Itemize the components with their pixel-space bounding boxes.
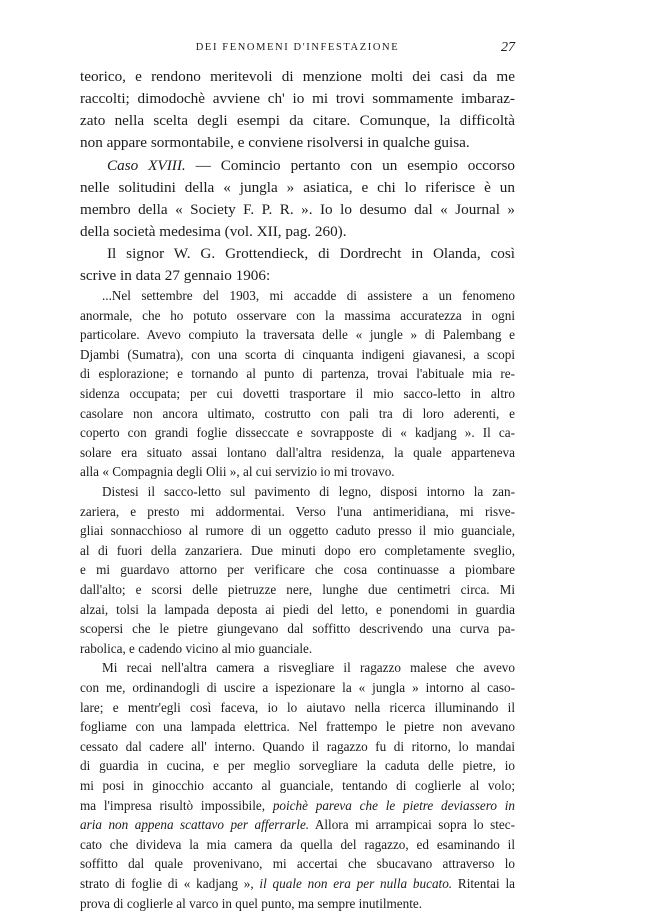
text-line: strato di foglie di « kadjang », il quale non era per nulla bucato. Ritentai la <box>80 876 515 891</box>
text-line: nelle solitudini della « jungla » asiatica, e chi lo riferisce è un <box>80 179 515 196</box>
text-line: ...Nel settembre del 1903, mi accadde di assistere a un fenomeno <box>102 288 515 303</box>
text-line: alla « Compagnia degli Olii », al cui servizio io mi trovavo. <box>80 464 395 480</box>
text-line: rabolica, e cadendo vicino al mio guanciale. <box>80 640 313 656</box>
text-line: particolare. Avevo compiuto la traversata delle « jungle » di Palembang e <box>80 327 515 343</box>
text-line: gliai sonnacchioso al rumore di un oggetto caduto presso il mio guanciale, <box>80 523 515 539</box>
text-line: teorico, e rendono meritevoli di menzione molti dei casi da me <box>80 68 515 85</box>
text-line: mi posi in ginocchio accanto al guanciale, tentando di coglierle al volo; <box>80 778 515 793</box>
text-line: soffitto dal quale provenivano, mi accertai che sbucavano attraverso lo <box>80 856 515 872</box>
text-line: cessato dal cadere all' interno. Quando il ragazzo fu di ritorno, lo mandai <box>80 738 515 754</box>
text-line: al di fuori della zanzariera. Due minuti dopo ero completamente sveglio, <box>80 542 515 558</box>
text-line: zato nella scelta degli esempi da citare. Comunque, la difficoltà <box>80 112 515 129</box>
text-line: con me, ordinandogli di uscire a ispezionare la « jungla » intorno al caso- <box>80 680 515 695</box>
text-line: prova di coglierle al varco in quel punto, ma sempre inutilmente. <box>80 895 423 911</box>
italic-emphasis: aria non appena scattavo per afferrarle. <box>80 817 310 833</box>
text-line: fogliame con una lampada elettrica. Nel frattempo le pietre non avevano <box>80 719 515 735</box>
text-line: anormale, che ho potuto osservare con la massima accuratezza in ogni <box>80 307 515 323</box>
text-line: cato che divideva la mia camera da quella del ragazzo, ed esaminando il <box>80 836 515 852</box>
text-line: di esplorazione; e tornando al punto di partenza, trovai l'abituale mia re- <box>80 366 515 382</box>
text-line: scopersi che le pietre giungevano dal soffitto descrivendo una curva pa- <box>80 621 515 637</box>
text-line: Il signor W. G. Grottendieck, di Dordrecht in Olanda, così <box>107 245 515 262</box>
italic-emphasis: il quale non era per nulla bucato. <box>259 876 453 891</box>
text-line: lare; e mentr'egli così faceva, io lo aiutavo nella ricerca illuminando il <box>80 699 515 715</box>
text-line: Mi recai nell'altra camera a risvegliare il ragazzo malese che avevo <box>102 660 515 676</box>
case-label: Caso XVIII. <box>107 157 186 174</box>
text-line: scrive in data 27 gennaio 1906: <box>80 267 271 284</box>
text-line: non appare sormontabile, e conviene risolversi in qualche guisa. <box>80 134 470 151</box>
running-title: DEI FENOMENI D'INFESTAZIONE <box>195 42 400 53</box>
text-line: solare era situato assai lontano dall'altra residenza, la quale apparteneva <box>80 444 515 460</box>
text-line: sidenza occupata; per cui dovetti trasportare il mio sacco-letto in altro <box>80 386 515 401</box>
text-line: membro della « Society F. P. R. ». Io lo desumo dal « Journal » <box>80 201 515 218</box>
text-line: ma l'impresa risultò impossibile, poichè pareva che le pietre deviassero in <box>80 797 515 813</box>
text-line: alzai, tolsi la lampada deposta ai piedi del letto, e ponendomi in guardia <box>80 601 515 617</box>
text-line: Caso XVIII. — Comincio pertanto con un esempio occorso <box>107 157 515 174</box>
text-line: Distesi il sacco-letto sul pavimento di legno, disposi intorno la zan- <box>102 484 515 499</box>
text-line: zariera, e presto mi addormentai. Verso l'una antimeridiana, mi risve- <box>80 503 515 519</box>
italic-emphasis: poichè pareva che le pietre deviassero in <box>272 797 515 813</box>
text-line: della società medesima (vol. XII, pag. 260). <box>80 223 347 240</box>
page-number: 27 <box>501 40 515 55</box>
text-line: casolare non ancora ultimato, costrutto con pali tra di loro aderenti, e <box>80 405 515 421</box>
running-header <box>80 40 515 58</box>
text-line: di guardia in cucina, e per meglio sorvegliare la caduta delle pietre, io <box>80 758 515 774</box>
text-line: dall'alto; e scorsi delle pietruzze nere, lunghe due centimetri circa. Mi <box>80 582 515 597</box>
text-line: aria non appena scattavo per afferrarle. Allora mi arrampicai sopra lo stec- <box>80 817 515 833</box>
text-line: raccolti; dimodochè avviene ch' io mi trovi sommamente imbaraz- <box>80 90 515 107</box>
text-line: e mi guardavo attorno per verificare che cosa continuasse a piombare <box>80 562 515 578</box>
text-line: coperto con grandi foglie disseccate e sovrapposte di « kadjang ». Il ca- <box>80 425 515 441</box>
text-line: Djambi (Sumatra), con una scorta di cinquanta indigeni giavanesi, a scopi <box>80 346 515 362</box>
